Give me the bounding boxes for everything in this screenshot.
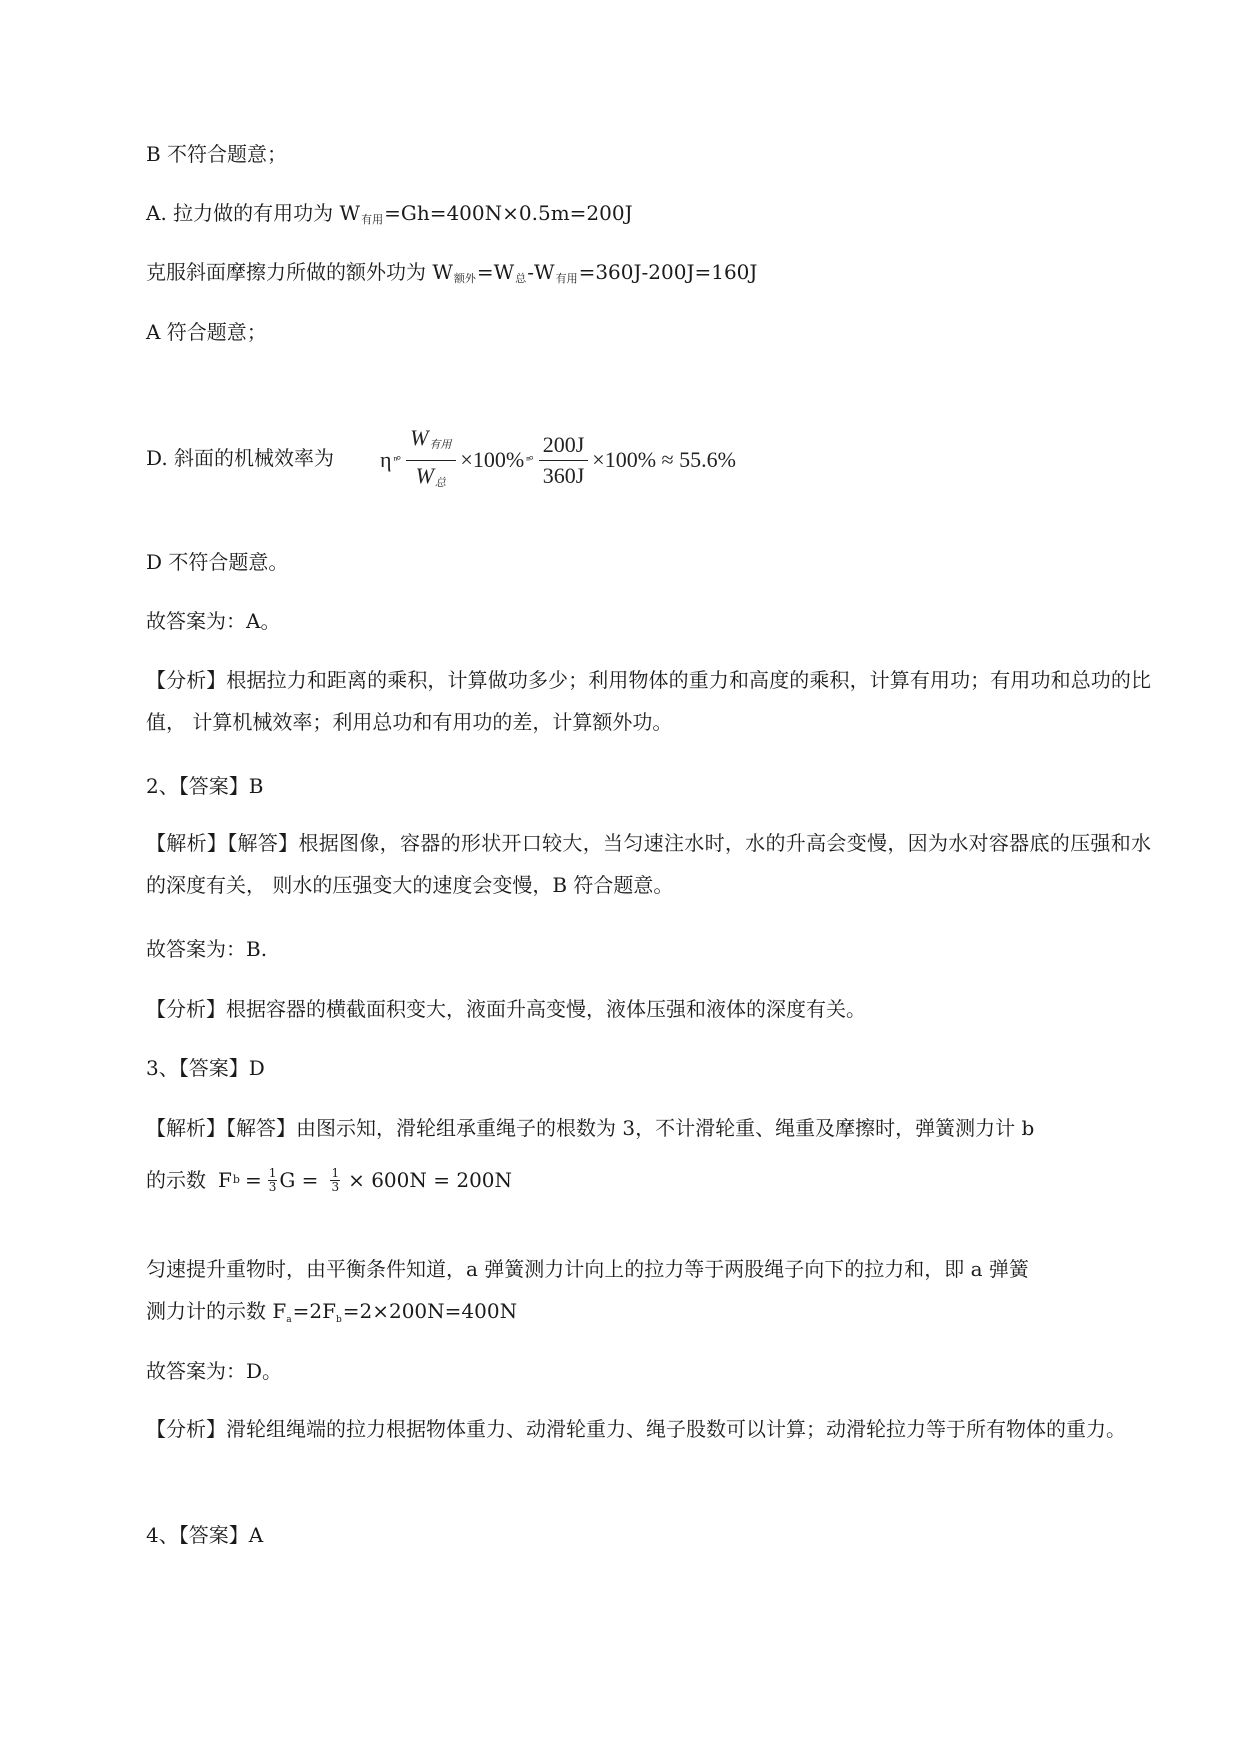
- subscript: a: [286, 1315, 292, 1325]
- analysis-paragraph: 【分析】根据容器的横截面积变大，液面升高变慢，液体压强和液体的深度有关。: [146, 997, 866, 1021]
- eta-symbol: η: [380, 447, 392, 472]
- text-span: =Gh=400N×0.5m=200J: [384, 201, 633, 225]
- fraction-one-third: [330, 1167, 340, 1194]
- answer-heading: 3、【答案】D: [146, 1056, 265, 1080]
- text-line: D 不符合题意。: [146, 550, 289, 574]
- text-line: D. 斜面的机械效率为: [146, 446, 335, 470]
- fraction-one-third: [268, 1167, 278, 1194]
- subscript: 总: [434, 476, 446, 489]
- equals-sign: =: [244, 1168, 262, 1192]
- text-line: 故答案为：B.: [146, 937, 268, 961]
- subscript: b: [335, 1315, 342, 1325]
- analysis-paragraph: 【分析】根据拉力和距离的乘积，计算做功多少；利用物体的重力和高度的乘积，计算有用功；有用功和总功的比值， 计算机械效率；利用总功和有用功的差，计算额外功。: [146, 668, 1151, 734]
- fraction-denominator: 360J: [542, 462, 585, 488]
- fraction-denominator: [412, 461, 451, 496]
- text-line: [146, 1297, 1151, 1334]
- text-line: 匀速提升重物时，由平衡条件知道，a 弹簧测力计向上的拉力等于两股绳子向下的拉力和，即 a 弹簧: [146, 1257, 1029, 1281]
- fraction-numerator: [406, 425, 456, 461]
- times-100-percent: ×100%: [460, 447, 525, 472]
- fraction-numerator: 200J: [539, 432, 589, 461]
- text-span: 克服斜面摩擦力所做的额外功为 W: [146, 260, 453, 284]
- text-span: =W: [476, 260, 515, 284]
- w-symbol: W: [415, 462, 434, 488]
- subscript: 有用: [429, 438, 452, 451]
- fraction-values: [539, 432, 589, 489]
- text-span: G =: [279, 1168, 319, 1192]
- text-span: =2×200N=400N: [342, 1299, 518, 1323]
- subscript: 有用: [555, 272, 578, 285]
- result-text: ×100% ≈ 55.6%: [592, 447, 736, 472]
- analysis-paragraph: 【分析】滑轮组绳端的拉力根据物体重力、动滑轮重力、绳子股数可以计算；动滑轮拉力等于所有物体的重力。: [146, 1417, 1126, 1441]
- symbol-glyph: ⁿ°: [393, 452, 401, 467]
- text-line: [146, 199, 1151, 234]
- subscript: 额外: [453, 272, 476, 285]
- fraction-denominator: 3: [331, 1179, 340, 1194]
- fraction-numerator: 1: [268, 1165, 277, 1180]
- w-symbol: W: [410, 424, 429, 450]
- text-line: A 符合题意；: [146, 320, 267, 344]
- text-span: × 600N = 200N: [348, 1168, 513, 1192]
- answer-heading: 2、【答案】B: [146, 774, 264, 798]
- text-line: 故答案为：D。: [146, 1359, 283, 1383]
- text-line: B 不符合题意；: [146, 142, 288, 166]
- text-line: [146, 1166, 1151, 1194]
- subscript: 总: [515, 272, 527, 285]
- text-span: =2F: [292, 1299, 336, 1323]
- subscript: 有用: [361, 213, 384, 226]
- text-line: 故答案为：A。: [146, 609, 281, 633]
- text-line: [146, 258, 1151, 293]
- text-span: 测力计的示数 F: [146, 1299, 287, 1323]
- fraction-w: [406, 425, 456, 496]
- answer-heading: 4、【答案】A: [146, 1523, 264, 1547]
- symbol-glyph: ⁿ°: [526, 452, 533, 467]
- fraction-numerator: 1: [331, 1165, 340, 1180]
- force-symbol: F: [218, 1168, 232, 1192]
- text-span: -W: [527, 260, 555, 284]
- text-line: 【解析】【解答】由图示知，滑轮组承重绳子的根数为 3，不计滑轮重、绳重及摩擦时，弹簧测力计 b: [146, 1116, 1035, 1140]
- solution-paragraph: 【解析】【解答】根据图像，容器的形状开口较大，当匀速注水时，水的升高会变慢，因为水对容器底的压强和水的深度有关， 则水的压强变大的速度会变慢，B 符合题意。: [146, 831, 1151, 897]
- subscript: b: [232, 1173, 240, 1186]
- efficiency-formula: [380, 420, 736, 500]
- text-span: =360J-200J=160J: [578, 260, 758, 284]
- fraction-denominator: 3: [268, 1179, 277, 1194]
- text-span: A. 拉力做的有用功为 W: [146, 201, 361, 225]
- text-span: 的示数: [146, 1168, 206, 1192]
